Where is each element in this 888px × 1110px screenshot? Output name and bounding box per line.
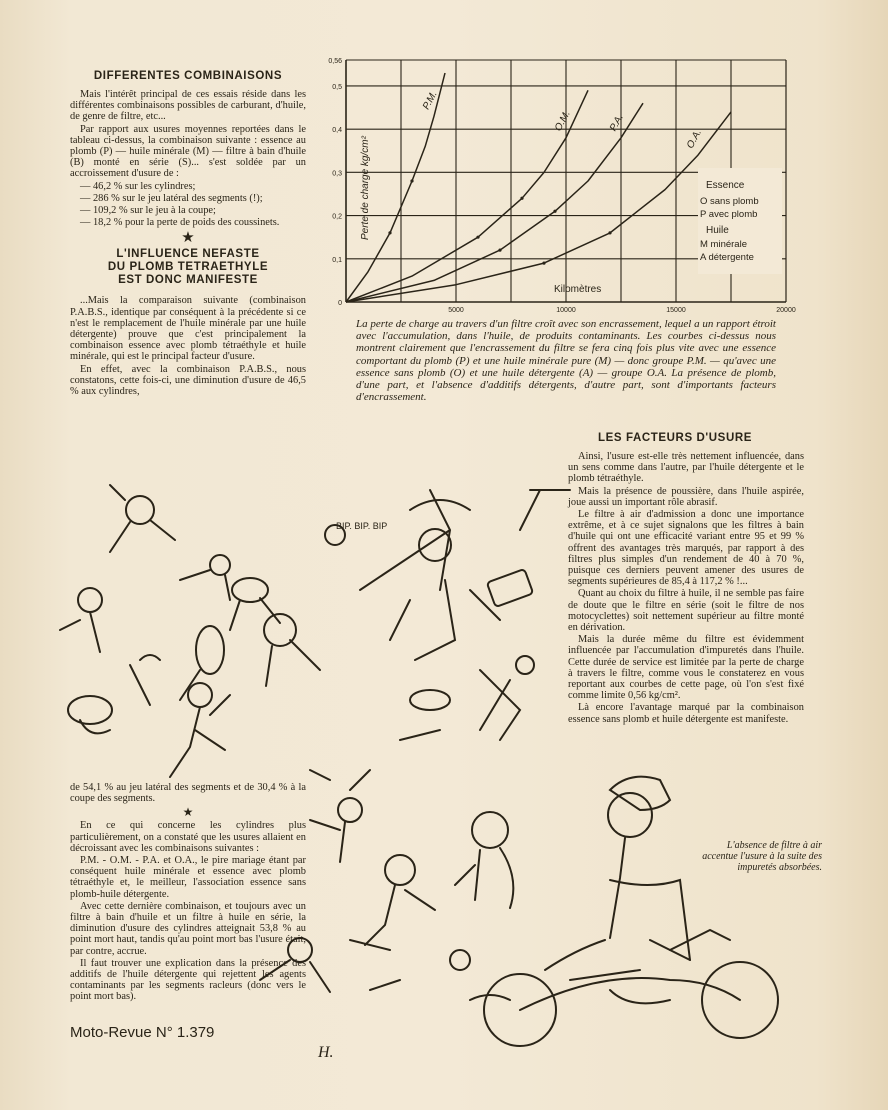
paragraph: Mais la durée même du filtre est évidemment influencée par l'accumulation d'impuretés dans l'huile. Cette durée de service est limitée par la perte de charge à travers le filtre, comme vous le constaterez en vous reportant aux courbes de cette page, où l'on s'est fixé comme limite 0,56 kg/cm². [568, 634, 804, 702]
paragraph: Mais l'intérêt principal de ces essais réside dans les différentes combinaisons possibles de carburant, d'huile, de genre de filtre, etc... [70, 89, 306, 123]
column-left-top [70, 70, 306, 398]
paragraph: Par rapport aux usures moyennes reportées dans le tableau ci-dessus, la combinaison suivante : essence au plomb (P) — huile minérale (M) — filtre à bain d'huile (B) monté en série (S)... s'est soldée par un accroissement d'usure de : [70, 123, 306, 180]
heading-combinaisons: DIFFERENTES COMBINAISONS [93, 70, 283, 82]
star-separator-icon: ★ [182, 805, 194, 820]
paragraph: ...Mais la comparaison suivante (combinaison P.A.B.S., identique par conséquent à la précédente si ce n'est le remplacement de l'huile minérale par une huile détergente) prouve que c'est principalement la combinaison essence avec plomb tétraéthyle et huile minérale, qui est le principal facteur d'usure. [70, 295, 306, 363]
artist-signature: H. [318, 1044, 334, 1061]
series-line-pa [346, 103, 643, 302]
paragraph: En effet, avec la combinaison P.A.B.S., nous constatons, cette fois-ci, une diminution d'usure de 46,5 % aux cylindres, [70, 363, 306, 398]
y-tick-label: 0,3 [332, 170, 342, 178]
y-axis-label: Perte de charge kg/cm² [360, 136, 371, 240]
series-line-oa [346, 112, 731, 302]
data-point [388, 231, 391, 234]
origin-label: 0 [338, 300, 342, 307]
legend-huile-m: M minérale [700, 239, 747, 250]
list-item: — 286 % sur le jeu latéral des segments (!); [80, 192, 263, 204]
series-label: O.M. [552, 108, 573, 134]
paragraph: Avec cette dernière combinaison, et toujours avec un filtre à bain d'huile et un filtre à huile en série, la diminution d'usure des cylindres atteignait 53,8 % au point mort haut, tandis qu'au point mort bas l'usure était, par contre, accrue. [70, 900, 306, 957]
column-left-bottom [70, 782, 306, 1004]
y-tick-label: 0,4 [332, 127, 342, 135]
data-point [498, 249, 501, 252]
list-item: — 18,2 % pour la perte de poids des coussinets. [80, 217, 280, 229]
x-tick-label: 20000 [776, 307, 796, 314]
pressure-loss-chart [322, 50, 796, 314]
data-point [542, 262, 545, 265]
data-point [608, 231, 611, 234]
paragraph: de 54,1 % au jeu latéral des segments et de 30,4 % à la coupe des segments. [70, 782, 306, 805]
legend-essence-p: P avec plomb [700, 209, 758, 220]
paragraph: En ce qui concerne les cylindres plus particulièrement, on a constaté que les usures allaient en décroissant avec les combinaisons suivantes : [70, 820, 306, 854]
y-tick-label: 0,56 [328, 58, 342, 65]
legend-huile-a: A détergente [700, 252, 754, 263]
cartoon-bip-text: BIP. BIP. BIP [336, 521, 388, 531]
data-point [553, 210, 556, 213]
paragraph: Il faut trouver une explication dans la présence des additifs de l'huile détergente qui rejettent les agents contaminants par les segments racleurs (donc vers le point mort bas). [70, 957, 306, 1003]
legend-huile-title: Huile [706, 225, 729, 236]
paragraph: Là encore l'avantage marqué par la combinaison essence sans plomb et huile détergente est manifeste. [568, 702, 804, 725]
heading-facteurs: LES FACTEURS D'USURE [598, 432, 753, 444]
x-axis-label: Kilomètres [554, 284, 602, 295]
list-item: — 109,2 % sur le jeu à la coupe; [80, 205, 216, 217]
series-line-om [346, 90, 588, 302]
star-separator-icon: ★ [181, 230, 195, 247]
data-point [410, 179, 413, 182]
chart-caption: La perte de charge au travers d'un filtre croît avec son encrassement, lequel a un rapport étroit avec l'accumulation, dans l'huile, de produits contaminants. Les courbes ci-dessus nous montrent clairement que l'encrassement du filtre se fera cinq fois plus vite avec une essence comportant du plomb (P) et une huile minérale pure (M) — donc groupe P.M. — qu'avec une essence sans plomb (O) et une huile détergente (A) — groupe O.A. La présence de plomb, d'une part, et l'absence d'additifs détergents, d'autre part, sont d'importants facteurs d'encrassement. [356, 318, 776, 404]
motorcyclist-drawing [484, 777, 778, 1046]
illustration-caption: L'absence de filtre à air accentue l'usure à la suite des impuretés absorbées. [702, 840, 822, 873]
chart-series [346, 73, 731, 302]
y-tick-label: 0,1 [332, 256, 342, 264]
y-tick-label: 0,2 [332, 213, 342, 221]
x-tick-label: 10000 [556, 307, 576, 314]
heading-influence-l1: L'INFLUENCE NEFASTE [116, 248, 260, 261]
legend-essence-title: Essence [706, 180, 745, 191]
paragraph: Quant au choix du filtre à huile, il ne semble pas faire de doute que le filtre en série (soit le filtre de nos motocyclettes) soit nettement supérieur au filtre monté en dérivation. [568, 588, 804, 634]
paragraph: Mais la présence de poussière, dans l'huile aspirée, joue aussi un important rôle abrasif. [568, 485, 804, 508]
x-tick-label: 5000 [448, 307, 464, 314]
legend-essence-o: O sans plomb [700, 196, 759, 207]
x-tick-label: 15000 [666, 307, 686, 314]
series-label: O.A. [684, 127, 705, 151]
data-point [520, 197, 523, 200]
series-label: P.A. [607, 112, 626, 134]
y-tick-label: 0,5 [332, 83, 342, 91]
series-label: P.M. [420, 89, 440, 112]
heading-influence-l3: EST DONC MANIFESTE [118, 274, 258, 287]
paragraph: Ainsi, l'usure est-elle très nettement influencée, dans un sens comme dans l'autre, par l'huile détergente et le plomb tétraéthyle. [568, 451, 804, 485]
paragraph: Le filtre à air d'admission a donc une importance extrême, et à ce sujet signalons que les filtres à bain d'huile qui ont une efficacité variant entre 95 et 99 % offrent des avantages très marqués, par rapport à des filtres plus simples d'un rendement de 40 à 70 %, puisque ces derniers peuvent amener des usures de segments supérieures de 85,4 à 117,2 % !... [568, 509, 804, 588]
heading-influence-l2: DU PLOMB TETRAETHYLE [107, 261, 269, 274]
list-item: — 46,2 % sur les cylindres; [80, 180, 196, 192]
paragraph: P.M. - O.M. - P.A. et O.A., le pire mariage étant par conséquent huile minérale et essence avec plomb tétraéthyle et, le meilleur, l'association essence sans plomb-huile détergente. [70, 855, 306, 900]
chart-legend [698, 168, 782, 274]
data-point [476, 236, 479, 239]
page-footer: Moto-Revue N° 1.379 [70, 1024, 215, 1041]
